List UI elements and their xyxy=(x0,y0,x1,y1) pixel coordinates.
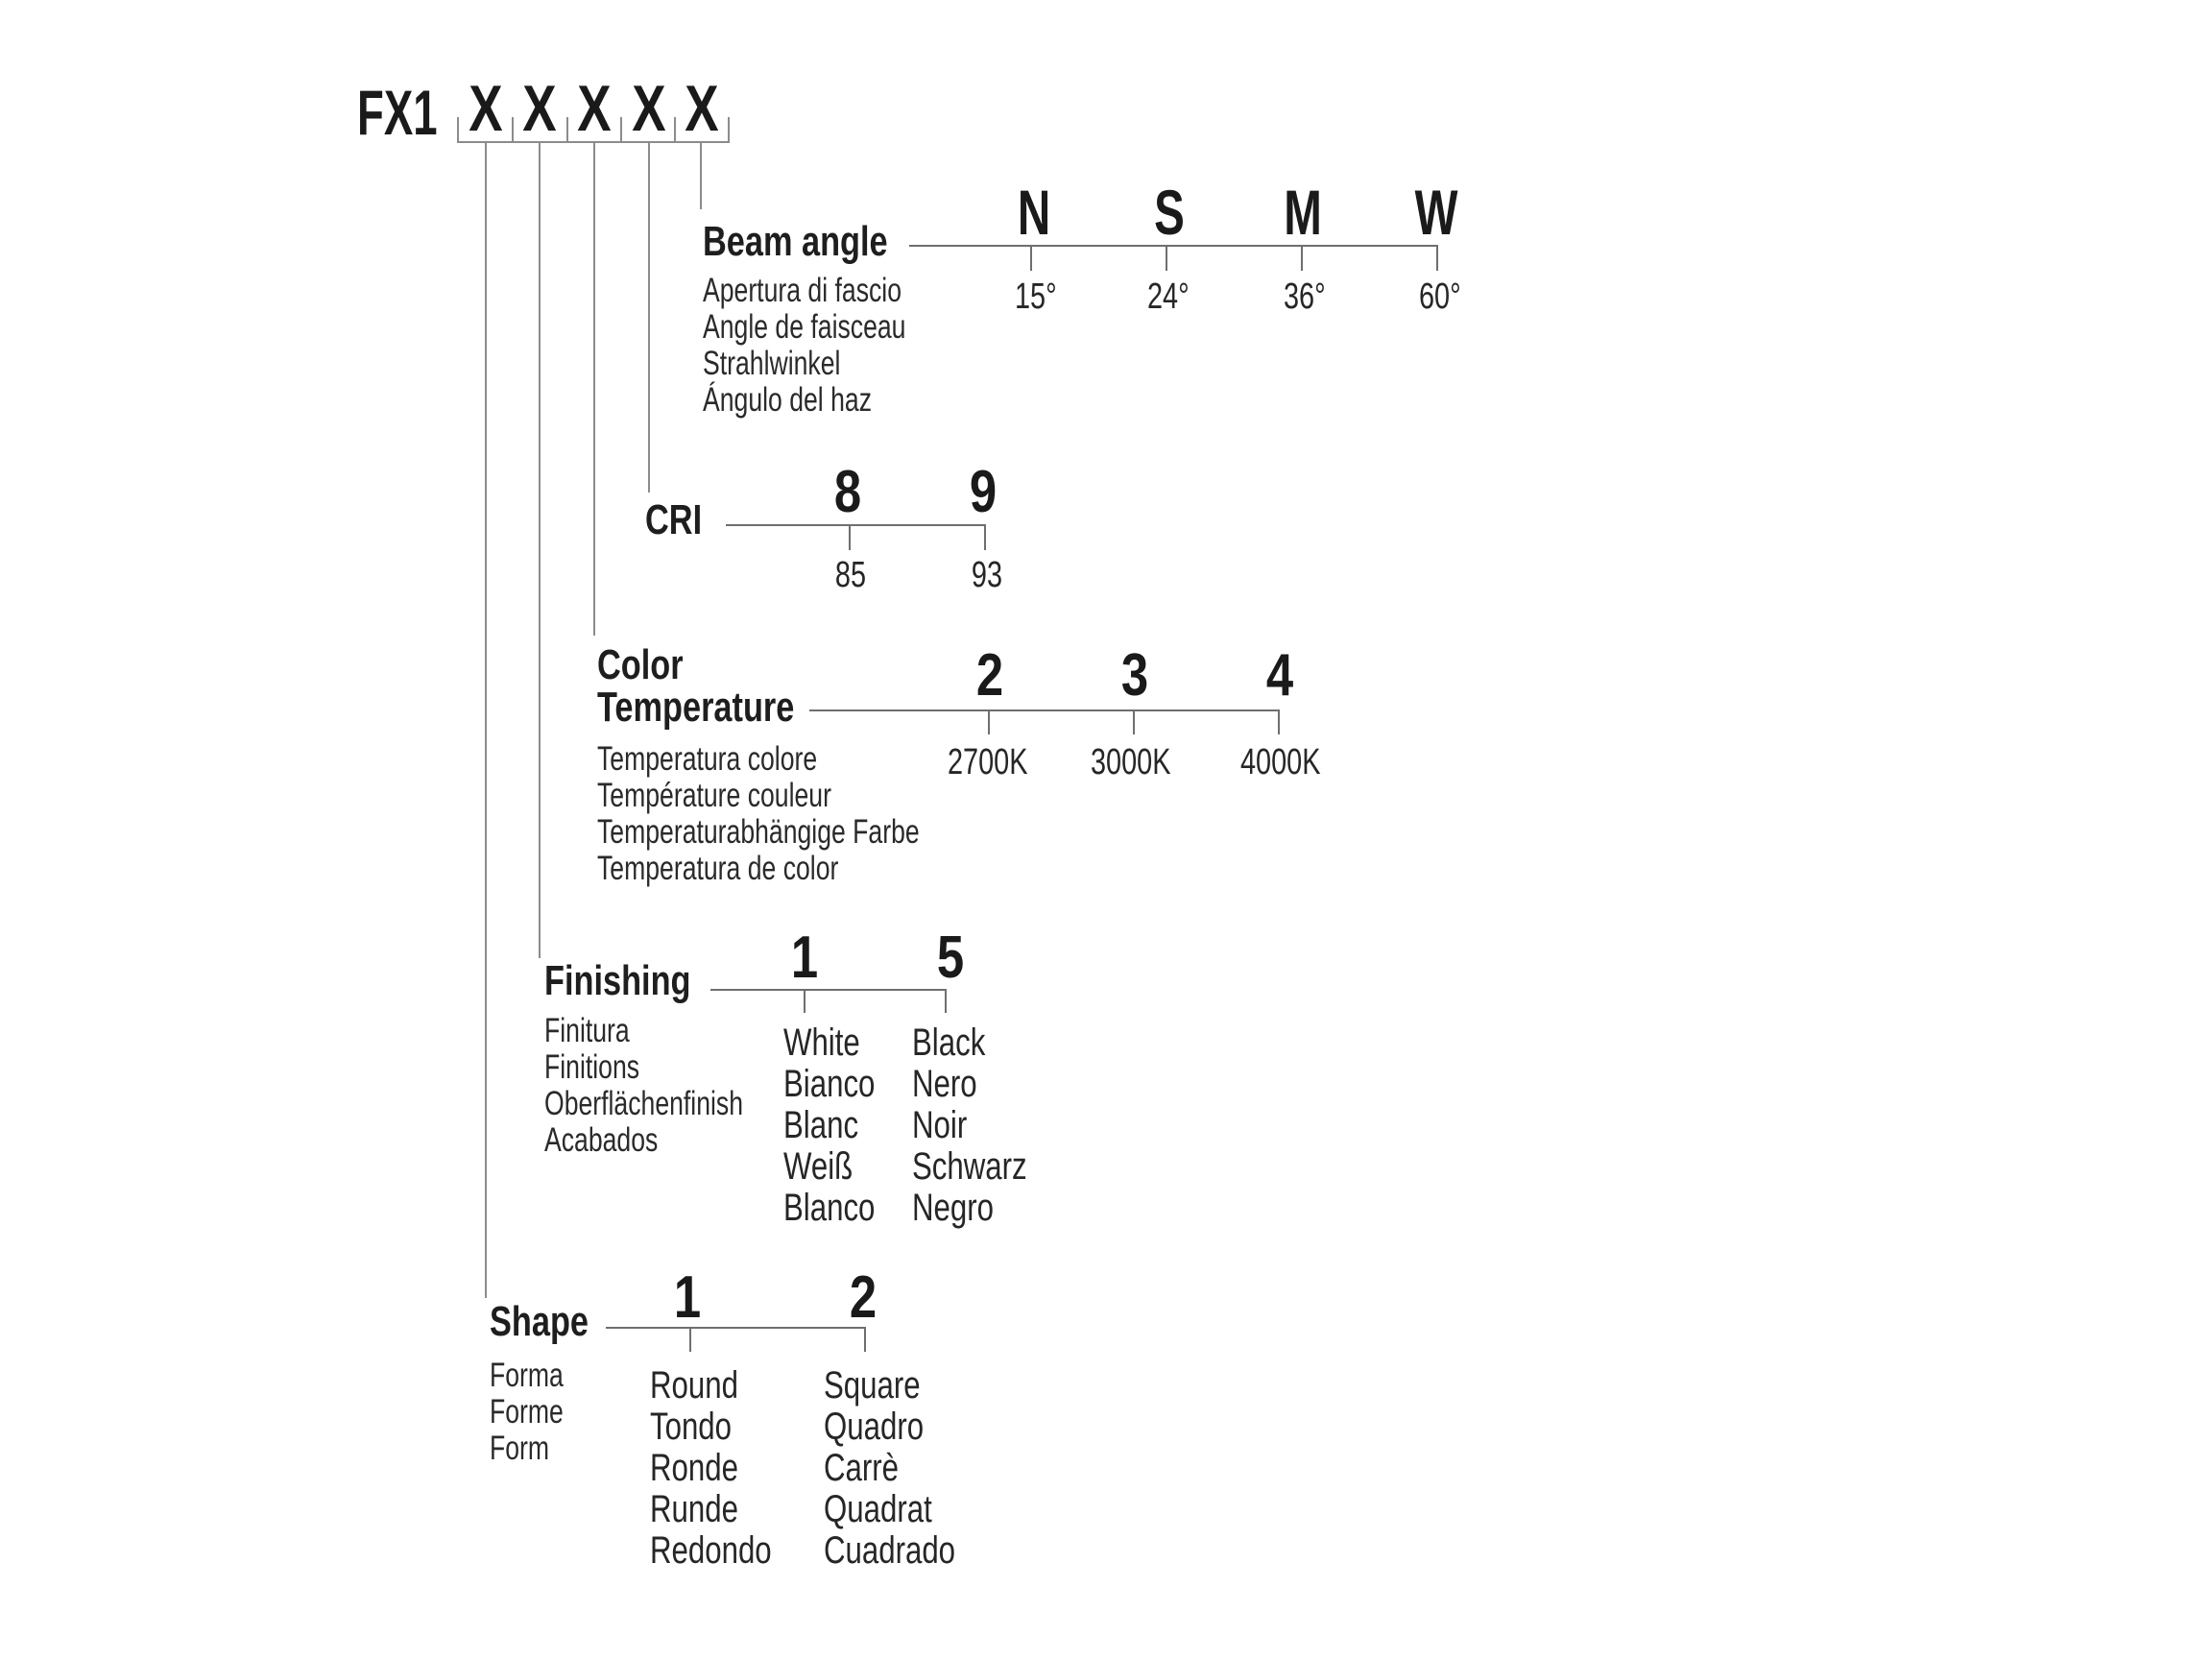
subtitle-fr: Finitions xyxy=(544,1048,640,1086)
option-value-en: White xyxy=(783,1022,860,1064)
option-value-es: Negro xyxy=(912,1187,994,1229)
section-subtitles xyxy=(490,1358,564,1467)
option-value-it: Nero xyxy=(912,1063,977,1105)
option-value: 15° xyxy=(1015,276,1057,317)
code-slot-shape: X xyxy=(469,72,503,145)
subtitle-it: Forma xyxy=(490,1357,564,1394)
option-value: 4000K xyxy=(1240,742,1321,782)
option-code: W xyxy=(1414,177,1458,248)
option-value-fr: Noir xyxy=(912,1104,968,1146)
option-code: 5 xyxy=(936,925,965,991)
option-value-fr: Ronde xyxy=(650,1447,738,1489)
code-slot-color-temperature: X xyxy=(577,72,612,145)
option-value: 60° xyxy=(1419,276,1461,317)
option-value-es: Blanco xyxy=(783,1187,876,1229)
subtitle-it: Finitura xyxy=(544,1012,630,1049)
subtitle-de: Form xyxy=(490,1430,550,1467)
code-slot-cri: X xyxy=(632,72,666,145)
section-title-line2: Temperature xyxy=(597,684,795,731)
section-title: Beam angle xyxy=(703,218,888,265)
option-values-round xyxy=(650,1365,772,1572)
section-title: Shape xyxy=(490,1298,589,1345)
subtitle-fr: Température couleur xyxy=(597,777,831,814)
subtitle-es: Temperatura de color xyxy=(597,850,839,887)
option-value: 3000K xyxy=(1091,742,1171,782)
option-value-de: Weiß xyxy=(783,1145,854,1188)
option-value-en: Square xyxy=(824,1364,921,1407)
option-code: M xyxy=(1284,177,1322,248)
section-subtitles xyxy=(703,273,905,419)
section-subtitles xyxy=(597,741,920,887)
option-value: 85 xyxy=(834,555,867,595)
section-title xyxy=(597,641,795,731)
subtitle-fr: Angle de faisceau xyxy=(703,308,906,346)
option-values-square xyxy=(824,1365,955,1572)
option-value-it: Quadro xyxy=(824,1406,925,1448)
option-values-black xyxy=(912,1022,1027,1229)
section-title: Finishing xyxy=(544,957,691,1004)
code-slot-beam-angle: X xyxy=(685,72,719,145)
option-value: 2700K xyxy=(948,742,1028,782)
section-title-line1: Color xyxy=(597,641,684,688)
option-code: N xyxy=(1017,177,1051,248)
option-code: 2 xyxy=(975,642,1004,709)
option-value-de: Quadrat xyxy=(824,1488,932,1530)
option-value-en: Black xyxy=(912,1022,986,1064)
option-value-fr: Blanc xyxy=(783,1104,859,1146)
subtitle-fr: Forme xyxy=(490,1393,564,1431)
section-title: CRI xyxy=(645,496,703,543)
option-value-es: Redondo xyxy=(650,1529,772,1572)
subtitle-de: Strahlwinkel xyxy=(703,345,841,382)
option-value-fr: Carrè xyxy=(824,1447,900,1489)
option-code: 8 xyxy=(833,459,862,525)
option-code: 1 xyxy=(790,925,819,991)
subtitle-de: Oberflächenfinish xyxy=(544,1085,744,1122)
subtitle-it: Apertura di fascio xyxy=(703,272,902,309)
code-prefix: FX1 xyxy=(357,77,438,148)
option-value: 93 xyxy=(971,555,1003,595)
option-code: 4 xyxy=(1265,642,1294,709)
option-code: 3 xyxy=(1120,642,1149,709)
option-value-de: Schwarz xyxy=(912,1145,1027,1188)
section-subtitles xyxy=(544,1013,743,1159)
option-value-it: Tondo xyxy=(650,1406,733,1448)
subtitle-es: Acabados xyxy=(544,1121,659,1159)
option-code: 9 xyxy=(969,459,998,525)
option-value-it: Bianco xyxy=(783,1063,876,1105)
option-value: 36° xyxy=(1284,276,1326,317)
option-code: 2 xyxy=(849,1264,878,1331)
option-value-de: Runde xyxy=(650,1488,738,1530)
option-value: 24° xyxy=(1147,276,1190,317)
subtitle-es: Ángulo del haz xyxy=(703,381,872,419)
option-values-white xyxy=(783,1022,875,1229)
option-code: 1 xyxy=(673,1264,702,1331)
code-slot-finishing: X xyxy=(522,72,557,145)
subtitle-it: Temperatura colore xyxy=(597,740,818,778)
option-value-en: Round xyxy=(650,1364,738,1407)
option-value-es: Cuadrado xyxy=(824,1529,956,1572)
subtitle-de: Temperaturabhängige Farbe xyxy=(597,813,920,851)
option-code: S xyxy=(1154,177,1185,248)
